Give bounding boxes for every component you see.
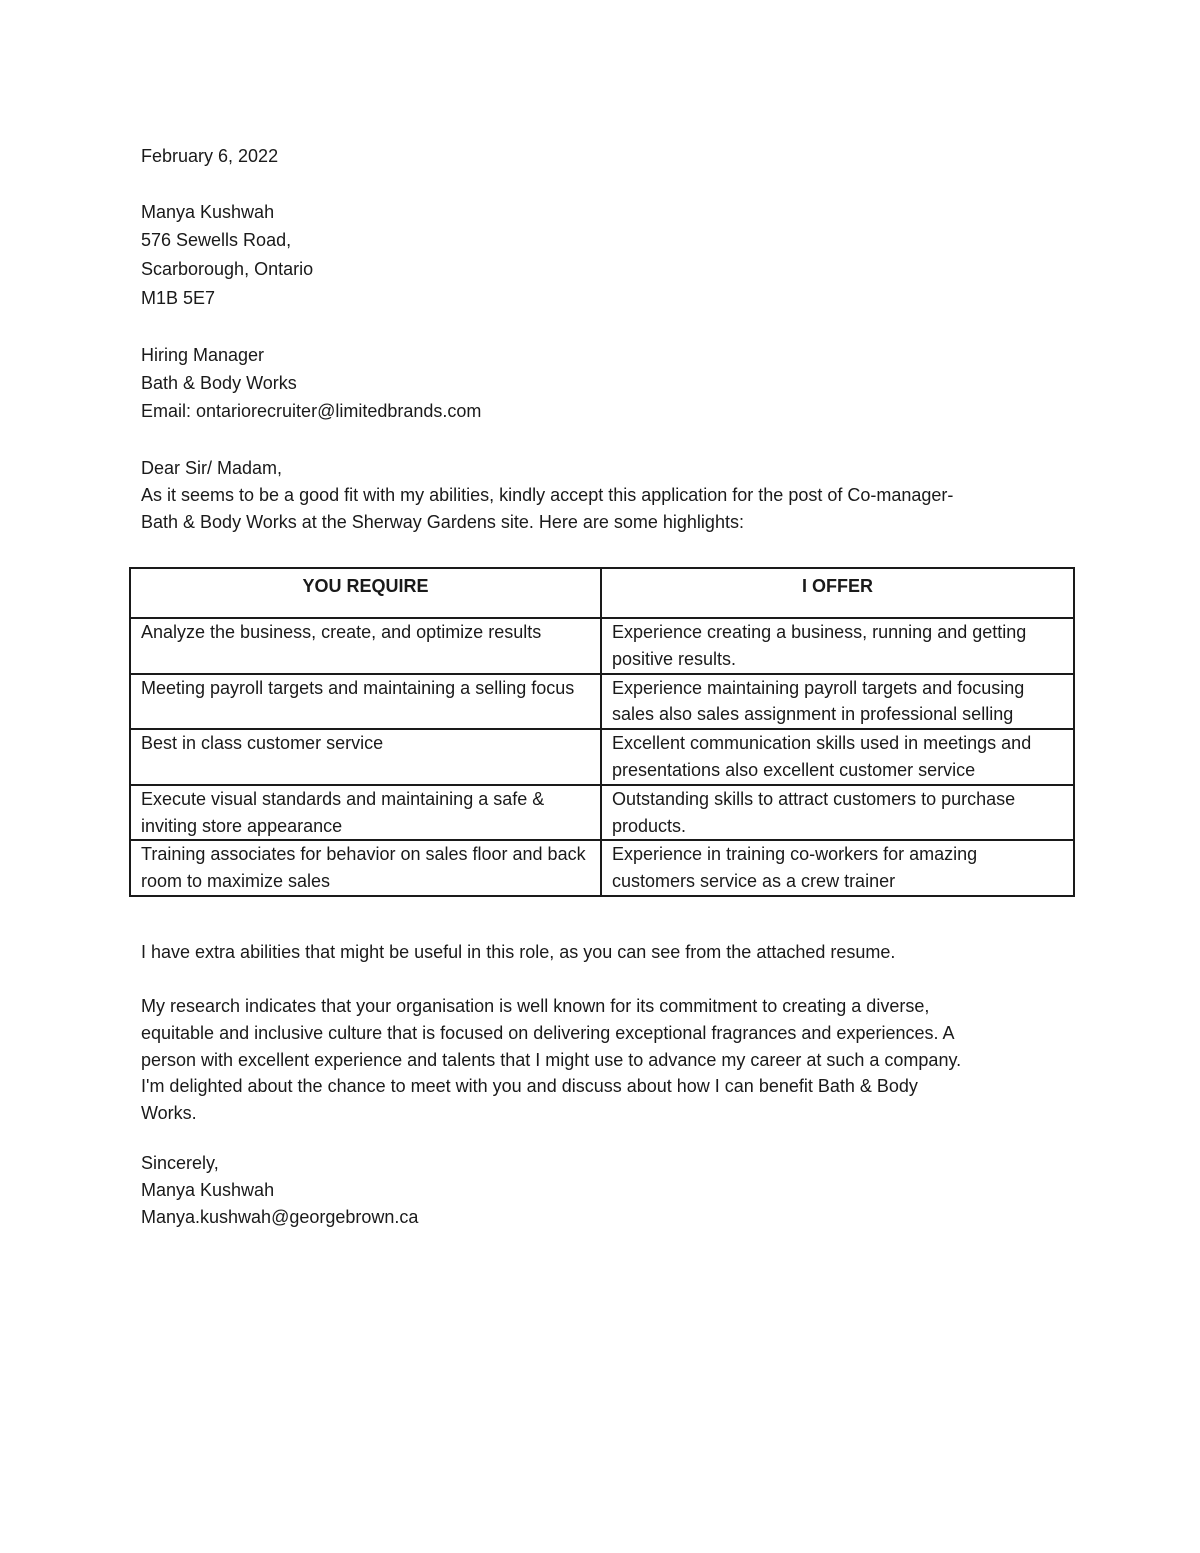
header-i-offer: I OFFER bbox=[601, 568, 1074, 618]
table-row bbox=[130, 840, 1074, 896]
require-cell: Meeting payroll targets and maintaining a selling focus bbox=[130, 674, 601, 730]
closing-name: Manya Kushwah bbox=[141, 1180, 275, 1200]
recipient-email: Email: ontariorecruiter@limitedbrands.com bbox=[141, 401, 482, 421]
intro-line: Bath & Body Works at the Sherway Gardens site. Here are some highlights: bbox=[141, 511, 744, 532]
recipient-title: Hiring Manager bbox=[141, 345, 265, 365]
offer-cell: Experience maintaining payroll targets and focusing sales also sales assignment in professional selling bbox=[601, 674, 1074, 730]
offer-cell: Experience in training co-workers for amazing customers service as a crew trainer bbox=[601, 840, 1074, 896]
require-cell: Analyze the business, create, and optimize results bbox=[130, 618, 601, 674]
table-header-row bbox=[130, 568, 1074, 618]
intro-paragraph bbox=[141, 482, 1061, 536]
offer-cell: Excellent communication skills used in meetings and presentations also excellent customer service bbox=[601, 729, 1074, 785]
recipient-company: Bath & Body Works bbox=[141, 373, 297, 393]
table-row bbox=[130, 729, 1074, 785]
require-cell: Training associates for behavior on sales floor and back room to maximize sales bbox=[130, 840, 601, 896]
salutation: Dear Sir/ Madam, bbox=[141, 458, 283, 478]
table-row bbox=[130, 618, 1074, 674]
offer-cell: Experience creating a business, running and getting positive results. bbox=[601, 618, 1074, 674]
require-cell: Best in class customer service bbox=[130, 729, 601, 785]
table-row bbox=[130, 785, 1074, 841]
intro-line: As it seems to be a good fit with my abilities, kindly accept this application for the post of Co-manager- bbox=[141, 485, 954, 505]
letter-date: February 6, 2022 bbox=[141, 146, 279, 166]
research-paragraph bbox=[141, 993, 1061, 1127]
sender-street: 576 Sewells Road, bbox=[141, 230, 292, 250]
research-line: person with excellent experience and talents that I might use to advance my career at such a company. bbox=[141, 1049, 962, 1070]
sender-name: Manya Kushwah bbox=[141, 202, 275, 222]
closing-email: Manya.kushwah@georgebrown.ca bbox=[141, 1207, 419, 1227]
offer-cell: Outstanding skills to attract customers to purchase products. bbox=[601, 785, 1074, 841]
table-row bbox=[130, 674, 1074, 730]
research-line: I'm delighted about the chance to meet with you and discuss about how I can benefit Bath & Body bbox=[141, 1076, 918, 1097]
require-cell: Execute visual standards and maintaining a safe & inviting store appearance bbox=[130, 785, 601, 841]
research-line: My research indicates that your organisation is well known for its commitment to creating a diverse, bbox=[141, 996, 930, 1016]
highlights-table bbox=[129, 567, 1075, 897]
research-line: equitable and inclusive culture that is focused on delivering exceptional fragrances and experiences. A bbox=[141, 1022, 955, 1043]
research-line: Works. bbox=[141, 1103, 197, 1124]
extra-abilities: I have extra abilities that might be useful in this role, as you can see from the attached resume. bbox=[141, 942, 896, 962]
sender-postal: M1B 5E7 bbox=[141, 288, 216, 308]
header-you-require: YOU REQUIRE bbox=[130, 568, 601, 618]
sender-city: Scarborough, Ontario bbox=[141, 259, 314, 279]
closing-signoff: Sincerely, bbox=[141, 1153, 219, 1173]
